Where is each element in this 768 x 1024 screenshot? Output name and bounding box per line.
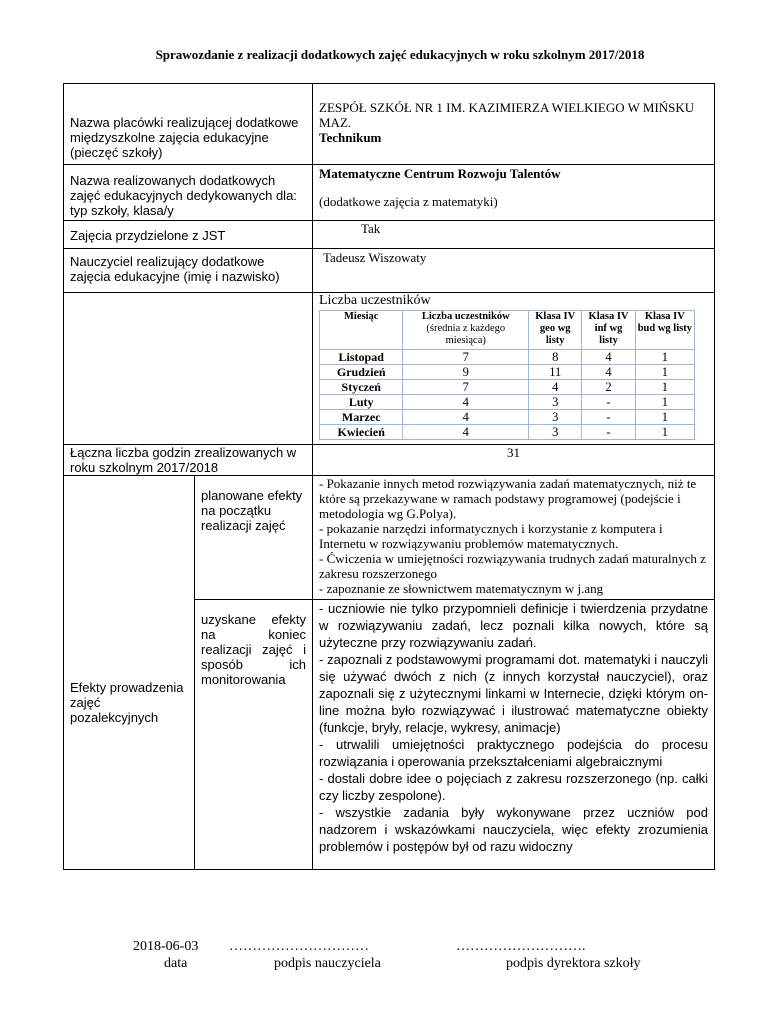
col-class-inf: Klasa IV inf wg listy	[582, 311, 635, 350]
program-label-cell	[64, 165, 313, 221]
participants-heading: Liczba uczestników	[319, 293, 431, 308]
participants-row	[320, 350, 695, 365]
count-cell: 7	[403, 380, 529, 395]
count-cell: 4	[582, 350, 635, 365]
count-cell: 3	[529, 425, 582, 440]
school-value-cell	[313, 84, 715, 165]
school-type: Technikum	[319, 130, 382, 145]
count-cell: 1	[635, 380, 694, 395]
participants-cell	[313, 293, 715, 445]
count-cell: 2	[582, 380, 635, 395]
effects-label-cell	[64, 476, 195, 870]
count-cell: 3	[529, 395, 582, 410]
month-cell: Kwiecień	[320, 425, 403, 440]
count-cell: 1	[635, 410, 694, 425]
program-value-cell	[313, 165, 715, 221]
col-month: Miesiąc	[320, 311, 403, 350]
month-cell: Styczeń	[320, 380, 403, 395]
participants-row	[320, 425, 695, 440]
count-cell: 4	[403, 395, 529, 410]
report-table	[63, 83, 715, 870]
jst-value-cell	[313, 221, 715, 249]
count-cell: 4	[403, 425, 529, 440]
planned-effects-list	[319, 476, 708, 596]
month-cell: Grudzień	[320, 365, 403, 380]
effect-item: - utrwalili umiejętności praktycznego podejścia do procesu rozwiązania i operowania przekształceniami algebraicznymi	[319, 737, 708, 769]
effect-item: - wszystkie zadania były wykonywane przez uczniów pod nadzorem i wskazówkami nauczyciela, więc efekty zrozumienia problemów i postępów był od razu widoczny	[319, 805, 708, 854]
effect-item: - pokazanie narzędzi informatycznych i korzystanie z komputera i Internetu w rozwiązywaniu problemów matematycznych.	[319, 521, 663, 551]
participants-table	[319, 310, 695, 440]
col-participants: Liczba uczestników (średnia z każdego miesiąca)	[403, 311, 529, 350]
count-cell: 7	[403, 350, 529, 365]
count-cell: 11	[529, 365, 582, 380]
count-cell: 1	[635, 350, 694, 365]
effect-item: - dostali dobre idee o pojęciach z zakresu rozszerzonego (np. całki czy liczby zespolone).	[319, 771, 708, 803]
effect-item: - zapoznanie ze słownictwem matematycznym w j.ang	[319, 581, 604, 596]
participants-row	[320, 380, 695, 395]
effect-item: - uczniowie nie tylko przypomnieli definicje i twierdzenia przydatne w rozwiązywaniu zadań, lecz poznali kilka nowych, które są użyteczne przy rozwiązywaniu zadań.	[319, 601, 708, 650]
count-cell: 3	[529, 410, 582, 425]
hours-label: Łączna liczba godzin zrealizowanych w roku szkolnym 2017/2018	[70, 445, 297, 475]
participants-row	[320, 395, 695, 410]
count-cell: 1	[635, 425, 694, 440]
director-signature-label: podpis dyrektora szkoły	[506, 956, 641, 971]
planned-label: planowane efekty na początku realizacji zajęć	[201, 488, 303, 533]
report-title: Sprawozdanie z realizacji dodatkowych zajęć edukacyjnych w roku szkolnym 2017/2018	[155, 47, 645, 62]
hours-value-cell	[313, 445, 715, 476]
date-value: 2018-06-03	[133, 939, 199, 954]
participants-row	[320, 365, 695, 380]
planned-effects-cell	[313, 476, 715, 600]
participants-row	[320, 410, 695, 425]
jst-value: Tak	[361, 221, 381, 236]
teacher-label: Nauczyciel realizujący dodatkowe zajęcia edukacyjne (imię i nazwisko)	[70, 254, 280, 284]
count-cell: 1	[635, 395, 694, 410]
teacher-value-cell	[313, 249, 715, 293]
month-cell: Luty	[320, 395, 403, 410]
col-class-bud: Klasa IV bud wg listy	[635, 311, 694, 350]
month-cell: Marzec	[320, 410, 403, 425]
school-label: Nazwa placówki realizującej dodatkowe międzyszkolne zajęcia edukacyjne (pieczęć szkoły)	[70, 115, 299, 160]
school-name: ZESPÓŁ SZKÓŁ NR 1 IM. KAZIMIERZA WIELKIEGO W MIŃSKU MAZ.	[319, 100, 695, 130]
count-cell: -	[582, 410, 635, 425]
jst-label: Zajęcia przydzielone z JST	[70, 228, 226, 243]
effect-item: - Ćwiczenia w umiejętności rozwiązywania trudnych zadań maturalnych z zakresu rozszerzonego	[319, 551, 706, 581]
program-label: Nazwa realizowanych dodatkowych zajęć edukacyjnych dedykowanych dla: typ szkoły, klasa/y	[70, 173, 297, 218]
program-note: (dodatkowe zajęcia z matematyki)	[319, 194, 498, 209]
achieved-effects-list	[319, 600, 708, 855]
col-class-geo: Klasa IV geo wg listy	[529, 311, 582, 350]
count-cell: -	[582, 425, 635, 440]
participants-empty-cell	[64, 293, 313, 445]
hours-value: 31	[507, 445, 520, 460]
achieved-label: uzyskane efekty na koniec realizacji zajęć i sposób ich monitorowania	[201, 612, 306, 687]
count-cell: 9	[403, 365, 529, 380]
count-cell: 8	[529, 350, 582, 365]
teacher-label-cell	[64, 249, 313, 293]
date-label: data	[164, 956, 188, 971]
teacher-signature-line: …………………………	[229, 939, 369, 954]
director-signature-line: ……………………….	[456, 939, 586, 954]
effect-item: - Pokazanie innych metod rozwiązywania zadań matematycznych, niż te które są przekazywane w ramach podstawy programowej (podejście i metodologia wg G.Polya).	[319, 476, 697, 521]
teacher-signature-label: podpis nauczyciela	[274, 956, 381, 971]
achieved-label-cell	[195, 600, 313, 870]
count-cell: -	[582, 395, 635, 410]
achieved-effects-cell	[313, 600, 715, 870]
hours-label-cell	[64, 445, 313, 476]
program-name: Matematyczne Centrum Rozwoju Talentów	[319, 166, 561, 181]
effects-label: Efekty prowadzenia zajęć pozalekcyjnych	[70, 680, 184, 725]
effect-item: - zapoznali z podstawowymi programami dot. matematyki i nauczyli się używać dwóch z nich (z innych korzystał nauczyciel), oraz zapoznali się z użytecznymi linkami w Internecie, dzięki którym on-line można było rozwiązywać i ilustrować matematyczne obiekty (funkcje, bryły, relacje, wykresy, animacje)	[319, 652, 708, 735]
count-cell: 1	[635, 365, 694, 380]
jst-label-cell	[64, 221, 313, 249]
count-cell: 4	[582, 365, 635, 380]
count-cell: 4	[403, 410, 529, 425]
school-label-cell	[64, 84, 313, 165]
month-cell: Listopad	[320, 350, 403, 365]
count-cell: 4	[529, 380, 582, 395]
planned-label-cell	[195, 476, 313, 600]
teacher-name: Tadeusz Wiszowaty	[323, 250, 427, 265]
